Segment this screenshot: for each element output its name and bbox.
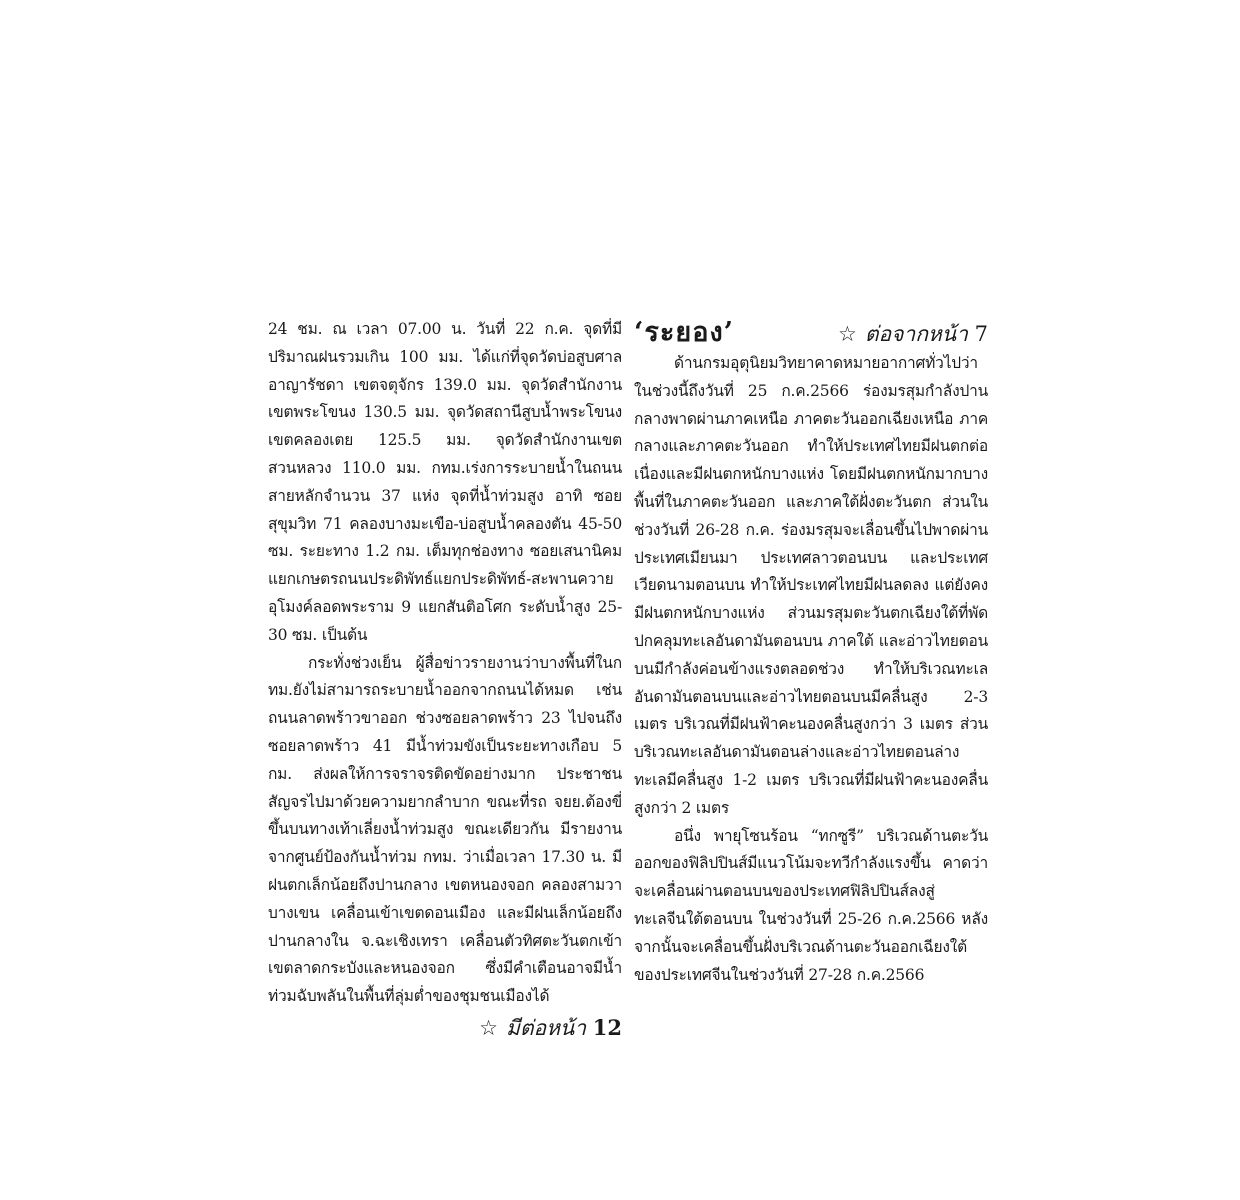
- right-paragraph-1: ด้านกรมอุตุนิยมวิทยาคาดหมายอากาศทั่วไปว่าในช่วงนี้ถึงวันที่ 25 ก.ค.2566 ร่องมรสุมกำลังปานกลางพาดผ่านภาคเหนือ ภาคตะวันออกเฉียงเหนือ ภาคกลางและภาคตะวันออก ทำให้ประเทศไทยมีฝนตกต่อเนื่องและมีฝนตกหนักบางแห่ง โดยมีฝนตกหนักมากบางพื้นที่ในภาคตะวันออก และภาคใต้ฝั่งตะวันตก ส่วนในช่วงวันที่ 26-28 ก.ค. ร่องมรสุมจะเลื่อนขึ้นไปพาดผ่านประเทศเมียนมา ประเทศลาวตอนบน และประเทศเวียดนามตอนบน ทำให้ประเทศไทยมีฝนลดลง แต่ยังคงมีฝนตกหนักบางแห่ง ส่วนมรสุมตะวันตกเฉียงใต้ที่พัดปกคลุมทะเลอันดามันตอนบน ภาคใต้ และอ่าวไทยตอนบนมีกำลังค่อนข้างแรงตลอดช่วง ทำให้บริเวณทะเลอันดามันตอนบนและอ่าวไทยตอนบนมีคลื่นสูง 2-3 เมตร บริเวณที่มีฝนฟ้าคะนองคลื่นสูงกว่า 3 เมตร ส่วนบริเวณทะเลอันดามันตอนล่างและอ่าวไทยตอนล่าง ทะเลมีคลื่นสูง 1-2 เมตร บริเวณที่มีฝนฟ้าคะนองคลื่นสูงกว่า 2 เมตร: [634, 354, 988, 817]
- left-column: [268, 316, 622, 1045]
- from-page-number: 7: [974, 322, 988, 346]
- section-header: [634, 310, 988, 350]
- continue-page-number: 12: [592, 1014, 622, 1040]
- left-paragraph-2: กระทั่งช่วงเย็น ผู้สื่อข่าวรายงานว่าบางพื้นที่ในกทม.ยังไม่สามารถระบายน้ำออกจากถนนได้หมด เช่น ถนนลาดพร้าวขาออก ช่วงซอยลาดพร้าว 23 ไปจนถึงซอยลาดพร้าว 41 มีน้ำท่วมขังเป็นระยะทางเกือบ 5 กม. ส่งผลให้การจราจรติดขัดอย่างมาก ประชาชนสัญจรไปมาด้วยความยากลำบาก ขณะที่รถ จยย.ต้องขี่ขึ้นบนทางเท้าเลี่ยงน้ำท่วมสูง ขณะเดียวกัน มีรายงานจากศูนย์ป้องกันน้ำท่วม กทม. ว่าเมื่อเวลา 17.30 น. มีฝนตกเล็กน้อยถึงปานกลาง เขตหนองจอก คลองสามวา บางเขน เคลื่อนเข้าเขตดอนเมือง และมีฝนเล็กน้อยถึงปานกลางใน จ.ฉะเชิงเทรา เคลื่อนตัวทิศตะวันตกเข้าเขตลาดกระบังและหนองจอก ซึ่งมีคำเตือนอาจมีน้ำท่วมฉับพลันในพื้นที่ลุ่มต่ำของชุมชนเมืองได้: [268, 653, 622, 1006]
- right-column: [634, 316, 988, 989]
- from-label: ต่อจากหน้า: [864, 322, 968, 346]
- continued-from-page: [838, 318, 988, 351]
- continue-label: มีต่อหน้า: [505, 1015, 587, 1040]
- star-outline-icon: ☆: [479, 1015, 498, 1040]
- left-paragraph-1: 24 ชม. ณ เวลา 07.00 น. วันที่ 22 ก.ค. จุดที่มีปริมาณฝนรวมเกิน 100 มม. ได้แก่ที่จุดวัดบ่อสูบศาลอาญารัชดา เขตจตุจักร 139.0 มม. จุดวัดสำนักงานเขตพระโขนง 130.5 มม. จุดวัดสถานีสูบน้ำพระโขนง เขตคลองเตย 125.5 มม. จุดวัดสำนักงานเขตสวนหลวง 110.0 มม. กทม.เร่งการระบายน้ำในถนนสายหลักจำนวน 37 แห่ง จุดที่น้ำท่วมสูง อาทิ ซอยสุขุมวิท 71 คลองบางมะเขือ-บ่อสูบน้ำคลองตัน 45-50 ซม. ระยะทาง 1.2 กม. เต็มทุกช่องทาง ซอยเสนานิคมแยกเกษตรถนนประดิพัทธ์แยกประดิพัทธ์-สะพานควาย อุโมงค์ลอดพระราม 9 แยกสันติอโศก ระดับน้ำสูง 25-30 ซม. เป็นต้น: [268, 320, 622, 644]
- star-outline-icon: ☆: [838, 322, 857, 346]
- continued-on-page: [268, 1011, 622, 1045]
- right-paragraph-2: อนึ่ง พายุโซนร้อน “ทกซูรี” บริเวณด้านตะวันออกของฟิลิปปินส์มีแนวโน้มจะทวีกำลังแรงขึ้น คาดว่าจะเคลื่อนผ่านตอนบนของประเทศฟิลิปปินส์ลงสู่ทะเลจีนใต้ตอนบน ในช่วงวันที่ 25-26 ก.ค.2566 หลังจากนั้นจะเคลื่อนขึ้นฝั่งบริเวณด้านตะวันออกเฉียงใต้ของประเทศจีนในช่วงวันที่ 27-28 ก.ค.2566: [634, 826, 988, 984]
- section-title: ‘ระยอง’: [634, 317, 735, 348]
